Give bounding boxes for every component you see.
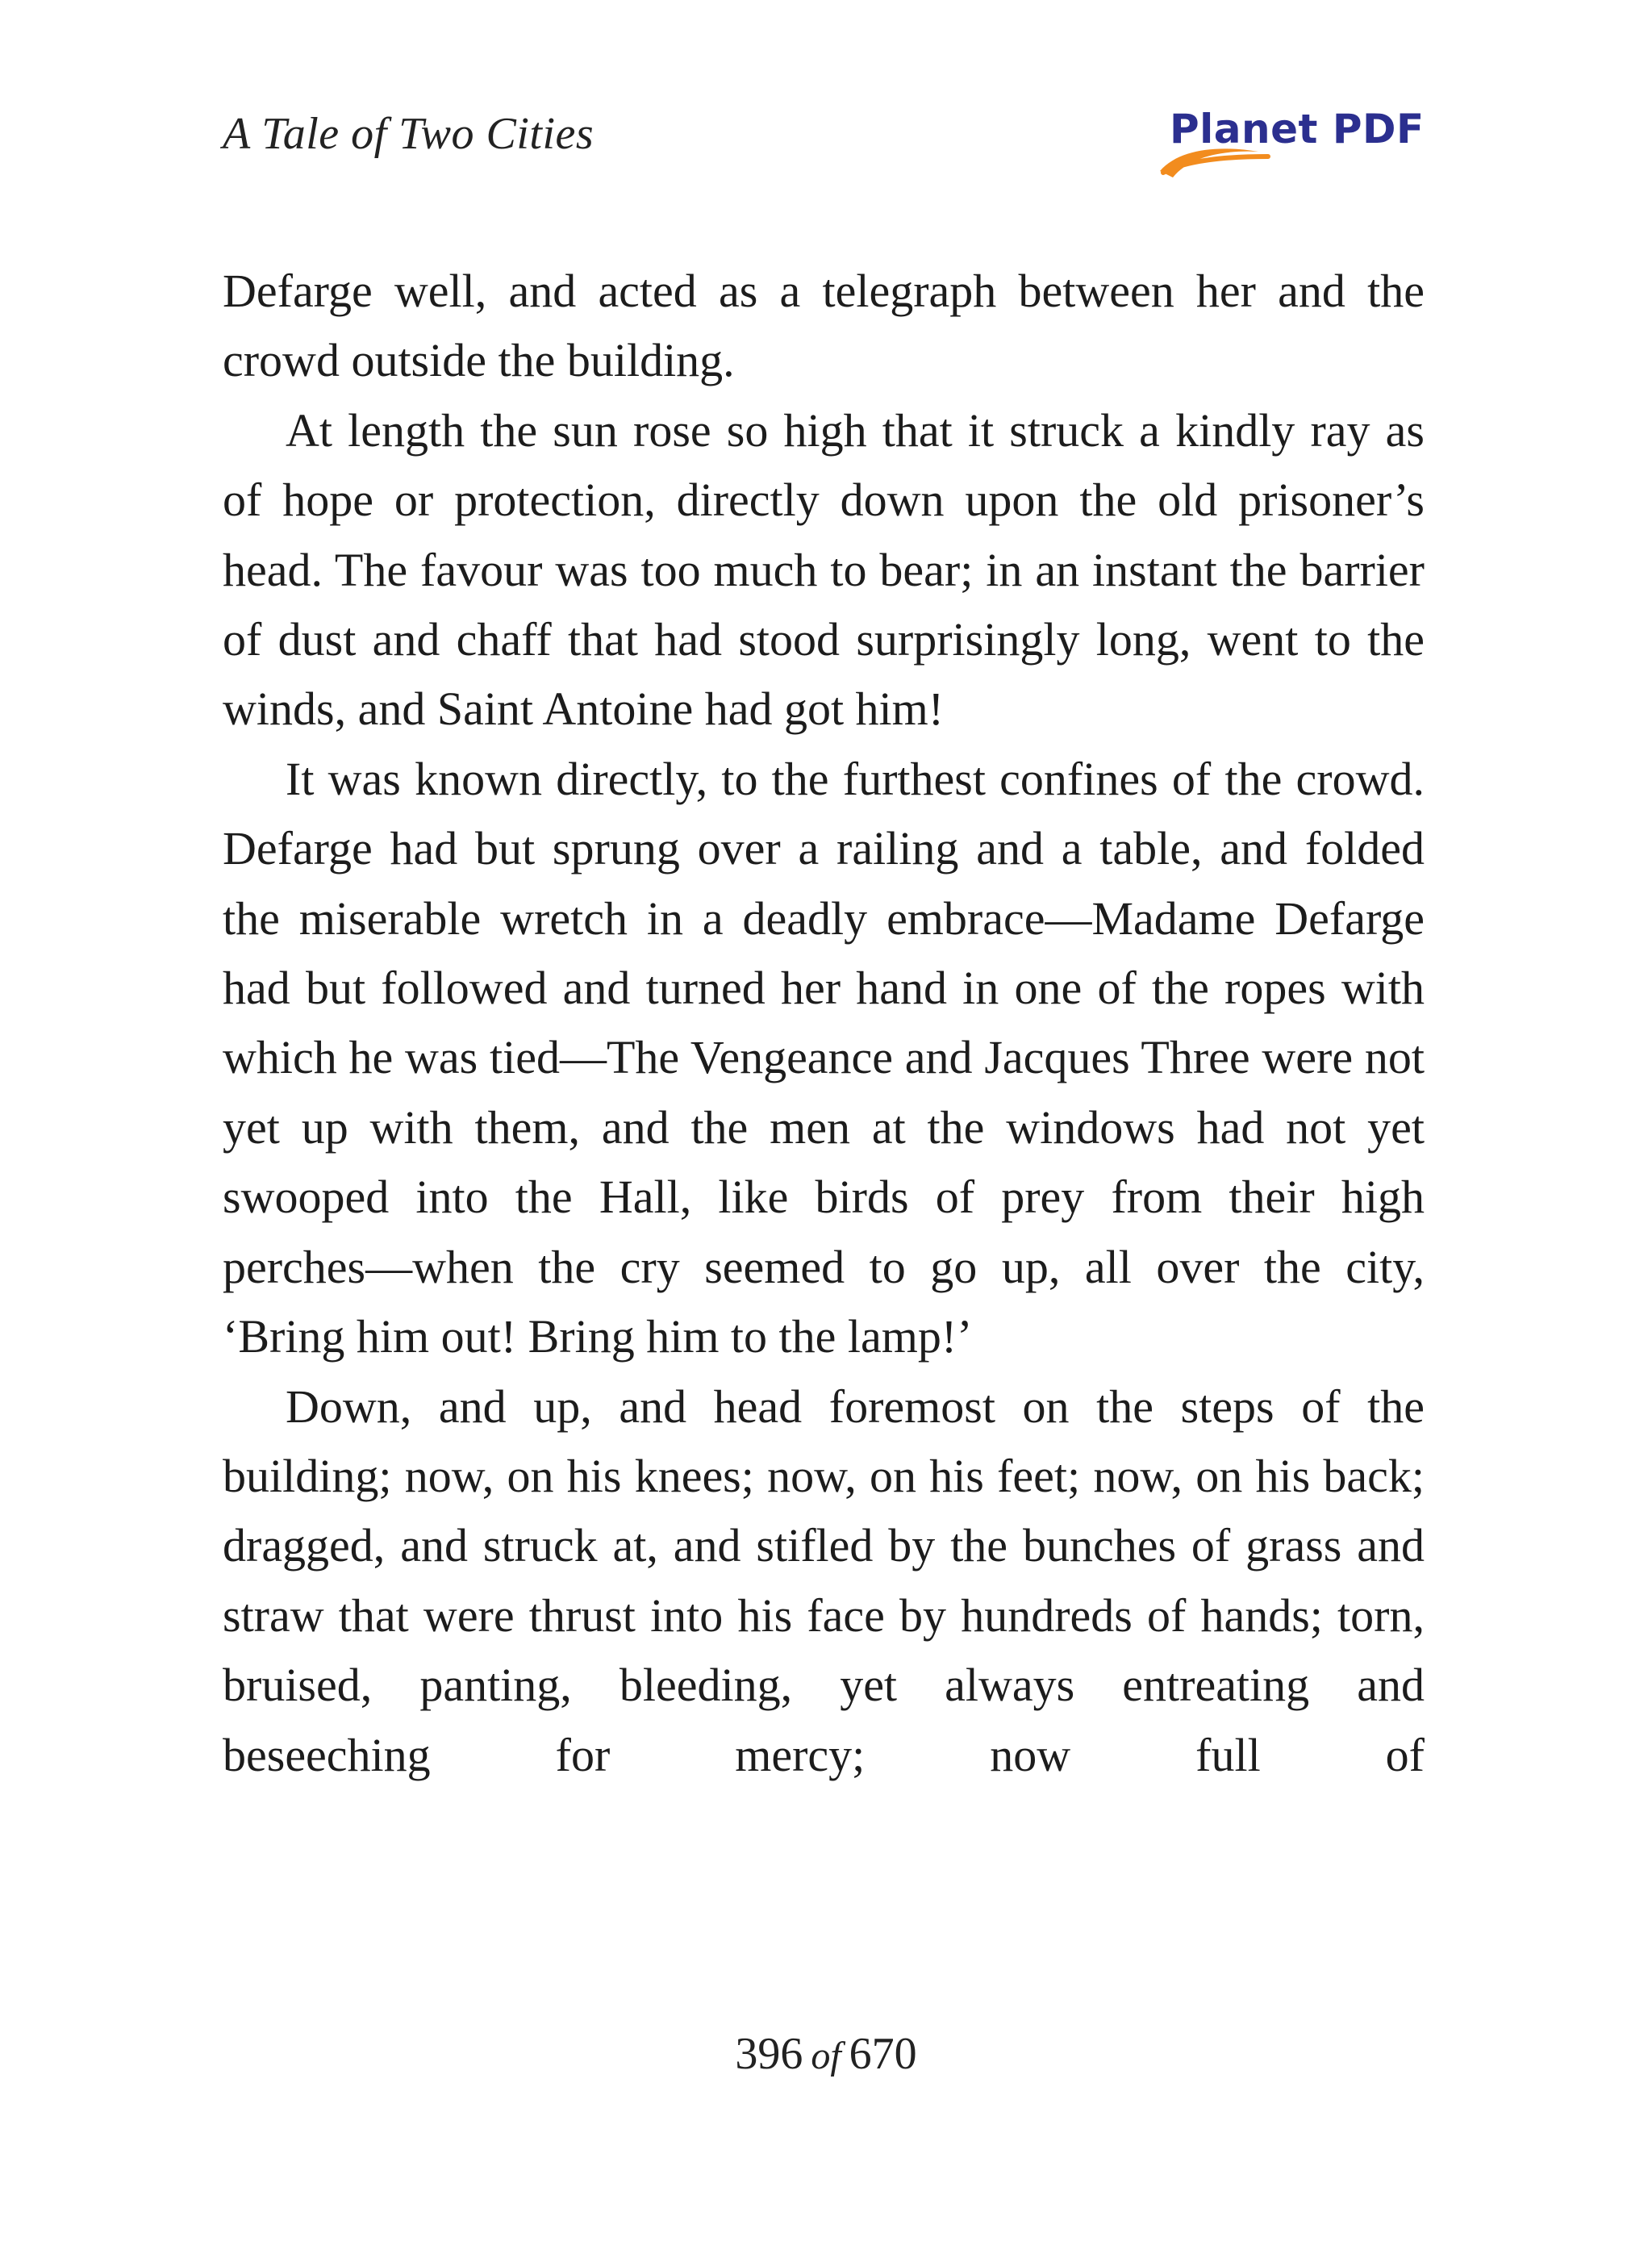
- paragraph-4: Down, and up, and head foremost on the steps of the building; now, on his knees; now, on his feet; now, on his back; dragged, and struck at, and stifled by the bunches of grass and straw that were thrust into his face by hundreds of hands; torn, bruised, panting, bleeding, yet always entreating and beseeching for mercy; now full of: [223, 1380, 1425, 1781]
- book-title: A Tale of Two Cities: [223, 109, 594, 159]
- paragraph-3: It was known directly, to the furthest confines of the crowd. Defarge had but sprung over a railing and a table, and folded the miserable wretch in a deadly embrace—Madame Defarge had but followed and turned her hand in one of the ropes with which he was tied—The Vengeance and Jacques Three were not yet up with them, and the men at the windows had not yet swooped into the Hall, like birds of prey from their high perches—when the cry seemed to go up, all over the city, ‘Bring him out! Bring him to the lamp!’: [223, 752, 1425, 1363]
- page-header: [223, 103, 1429, 184]
- page-of-label: of: [811, 2035, 841, 2077]
- paragraph-2: At length the sun rose so high that it struck a kindly ray as of hope or protection, directly down upon the old prisoner’s head. The favour was too much to bear; in an instant the barrier of dust and chaff that had stood surprisingly long, went to the winds, and Saint Antoine had got him!: [223, 403, 1425, 736]
- page-number: [0, 2023, 1652, 2087]
- paragraph-1: Defarge well, and acted as a telegraph between her and the crowd outside the building.: [223, 265, 1425, 387]
- page-total: 670: [849, 2029, 917, 2079]
- planet-pdf-logo: [1155, 103, 1425, 177]
- logo-text: Planet PDF: [1170, 106, 1425, 152]
- page-body: [223, 257, 1425, 1790]
- page-current: 396: [735, 2029, 803, 2079]
